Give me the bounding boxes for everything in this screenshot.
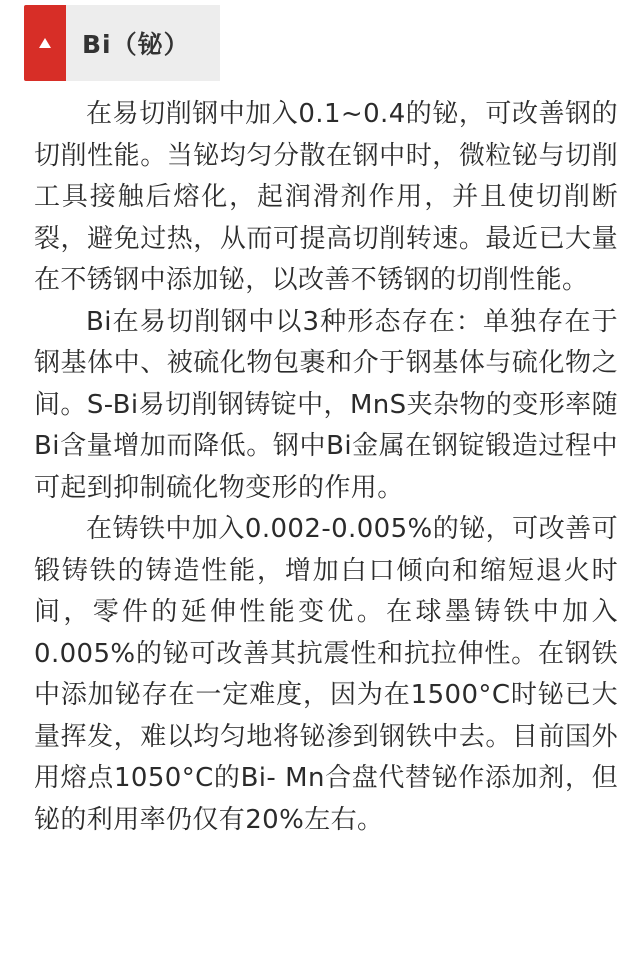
- article-body: [34, 94, 618, 841]
- paragraph-bismuth-forms: Bi在易切削钢中以3种形态存在：单独存在于钢基体中、被硫化物包裹和介于钢基体与硫化物之间。S-Bi易切削钢铸锭中，MnS夹杂物的变形率随Bi含量增加而降低。钢中Bi金属在钢锭锻造过程中可起到抑制硫化物变形的作用。: [34, 306, 618, 503]
- paragraph-bismuth-free-cutting-steel: 在易切削钢中加入0.1~0.4的铋，可改善钢的切削性能。当铋均匀分散在钢中时，微粒铋与切削工具接触后熔化，起润滑剂作用，并且使切削断裂，避免过热，从而可提高切削转速。最近已大量在不锈钢中添加铋，以改善不锈钢的切削性能。: [34, 99, 618, 295]
- triangle-up-icon: [38, 37, 52, 49]
- section-title: Bi（铋）: [82, 30, 190, 59]
- header-marker: [24, 5, 66, 81]
- paragraph-bismuth-cast-iron: 在铸铁中加入0.002-0.005%的铋，可改善可锻铸铁的铸造性能，增加白口倾向和缩短退火时间，零件的延伸性能变优。在球墨铸铁中加入0.005%的铋可改善其抗震性和抗拉伸性。在钢铁中添加铋存在一定难度，因为在1500°C时铋已大量挥发，难以均匀地将铋渗到钢铁中去。目前国外用熔点1050°C的Bi- Mn合盘代替铋作添加剂，但铋的利用率仍仅有20%左右。: [34, 514, 618, 835]
- header-title-box: [66, 5, 220, 81]
- section-header: [24, 5, 220, 81]
